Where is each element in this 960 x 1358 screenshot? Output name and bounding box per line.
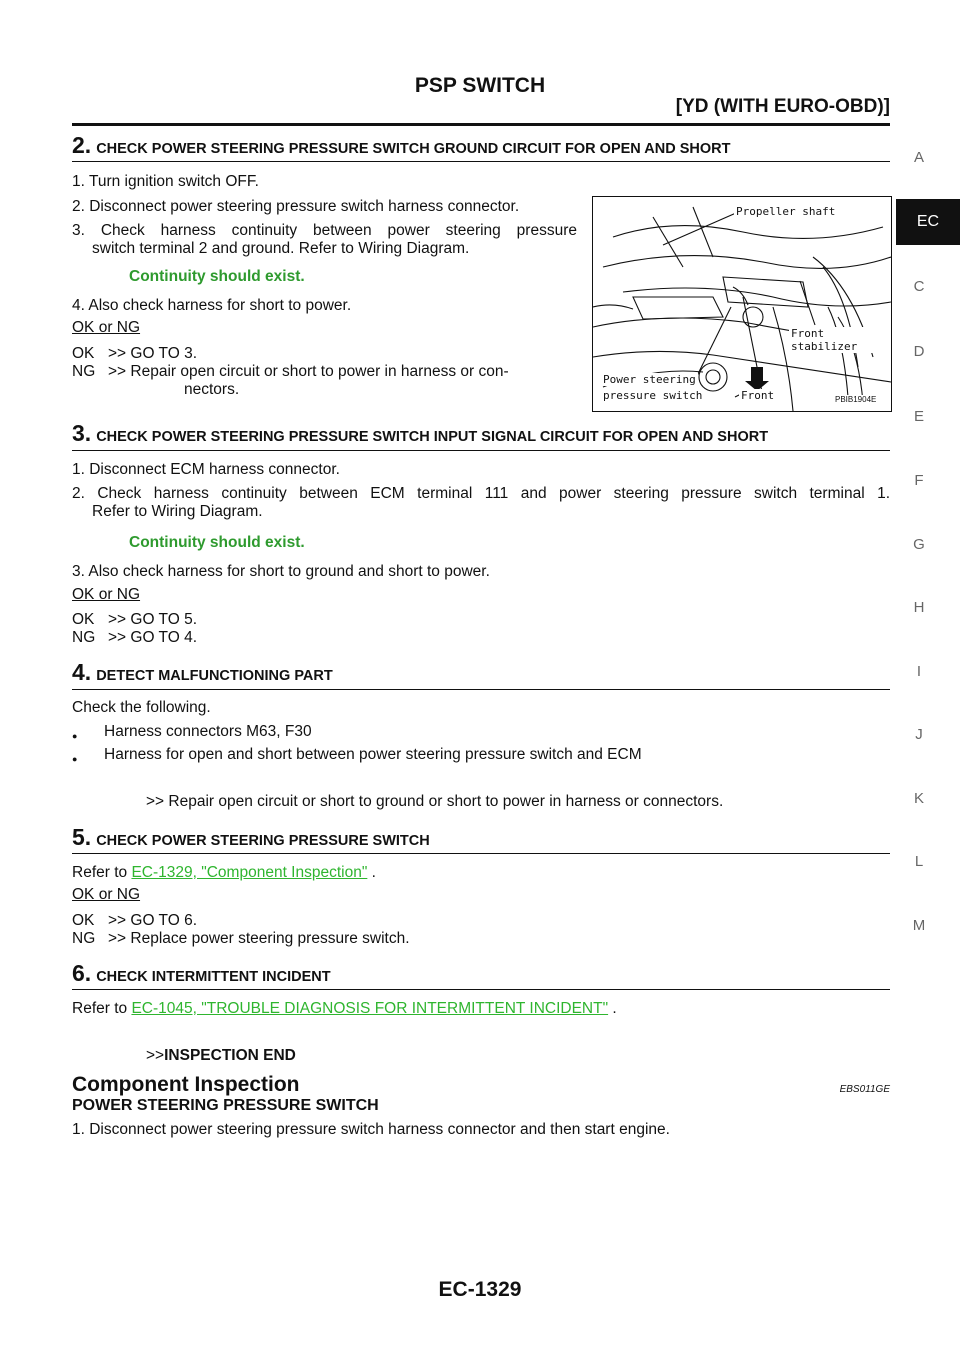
result-label: NG — [72, 363, 96, 380]
step-number: 3. — [72, 420, 92, 446]
step-item: 2. Check harness continuity between ECM terminal 111 and power steering pressure switch terminal 1. — [72, 485, 890, 502]
side-index-a[interactable]: A — [913, 149, 924, 166]
result-label: OK — [72, 611, 95, 628]
step-item: 3. Check harness continuity between power steering pressure — [72, 222, 577, 239]
result-label: OK — [72, 912, 95, 929]
end-text: INSPECTION END — [164, 1047, 296, 1064]
result-text-cont: nectors. — [184, 381, 240, 398]
side-index-c[interactable]: C — [913, 278, 925, 295]
figure-label-propeller-shaft: Propeller shaft — [736, 205, 836, 218]
end-line — [146, 1046, 296, 1066]
step-rule — [72, 450, 890, 451]
step-item: 3. Also check harness for short to ground and short to power. — [72, 563, 490, 580]
result-label: OK — [72, 345, 95, 362]
step-number: 6. — [72, 960, 92, 986]
spec-text: Continuity should exist. — [129, 268, 305, 285]
result-text: >> GO TO 5. — [108, 611, 198, 628]
step-3-heading — [72, 420, 890, 447]
result-row — [72, 610, 197, 630]
refer-line — [72, 999, 617, 1019]
side-index-e[interactable]: E — [913, 408, 924, 425]
side-index-d[interactable]: D — [913, 343, 925, 360]
result-row — [72, 911, 197, 931]
side-index-m[interactable]: M — [912, 917, 926, 934]
end-prefix: >> — [146, 1047, 165, 1064]
side-index-h[interactable]: H — [913, 599, 925, 616]
result-text: >> Repair open circuit or short to power in harness or con- — [108, 363, 509, 380]
step-number: 5. — [72, 824, 92, 850]
step-5-heading — [72, 824, 890, 851]
ok-ng-label: OK or NG — [72, 886, 141, 903]
result-row — [72, 628, 197, 648]
bullet-item: ● Harness for open and short between power steering pressure switch and ECM — [104, 745, 642, 765]
step-4-heading — [72, 659, 890, 686]
link-component-inspection[interactable]: EC-1329, "Component Inspection" — [131, 864, 368, 881]
step-item-cont: switch terminal 2 and ground. Refer to Wiring Diagram. — [92, 240, 470, 257]
refer-suffix: . — [612, 1000, 617, 1017]
side-index-ec-active[interactable]: EC — [896, 199, 960, 245]
side-index-i[interactable]: I — [916, 663, 922, 680]
result-label: NG — [72, 930, 96, 947]
result-text: >> GO TO 6. — [108, 912, 198, 929]
side-index-f[interactable]: F — [914, 472, 924, 489]
step-title: CHECK INTERMITTENT INCIDENT — [96, 969, 331, 985]
refer-line — [72, 863, 376, 883]
result-row — [72, 929, 410, 949]
bullet-item: ● Harness connectors M63, F30 — [104, 722, 312, 742]
step-rule — [72, 689, 890, 690]
step-item: 1. Disconnect ECM harness connector. — [72, 461, 340, 478]
step-number: 4. — [72, 659, 92, 685]
figure-engine-bay — [592, 196, 892, 412]
section-title: Component Inspection — [72, 1073, 300, 1096]
figure-code: PBIB1904E — [835, 395, 877, 404]
action-text: >> Repair open circuit or short to ground or short to power in harness or connectors. — [146, 793, 724, 810]
page-number: EC-1329 — [438, 1278, 522, 1301]
figure-label-pressure-switch: pressure switch — [603, 389, 703, 402]
figure-label-front: Front — [741, 389, 775, 402]
step-title: CHECK POWER STEERING PRESSURE SWITCH GROUND CIRCUIT FOR OPEN AND SHORT — [96, 141, 731, 157]
step-6-heading — [72, 960, 890, 987]
result-text: >> Replace power steering pressure switch. — [108, 930, 410, 947]
result-text: >> GO TO 4. — [108, 629, 198, 646]
step-title: CHECK POWER STEERING PRESSURE SWITCH — [96, 833, 430, 849]
step-item-cont: Refer to Wiring Diagram. — [92, 503, 263, 520]
ok-ng-label: OK or NG — [72, 586, 141, 603]
step-rule — [72, 989, 890, 990]
side-index-j[interactable]: J — [915, 726, 923, 743]
figure-label-power-steering: Power steering — [603, 373, 696, 386]
ok-ng-label: OK or NG — [72, 319, 141, 336]
step-title: CHECK POWER STEERING PRESSURE SWITCH INPUT SIGNAL CIRCUIT FOR OPEN AND SHORT — [96, 429, 769, 445]
section-code: EBS011GE — [839, 1084, 890, 1095]
step-2-heading — [72, 132, 890, 159]
link-intermittent-incident[interactable]: EC-1045, "TROUBLE DIAGNOSIS FOR INTERMITTENT INCIDENT" — [131, 1000, 609, 1017]
refer-suffix: . — [371, 864, 376, 881]
spec-text: Continuity should exist. — [129, 534, 305, 551]
step-title: DETECT MALFUNCTIONING PART — [96, 668, 333, 684]
page-subtitle: [YD (WITH EURO-OBD)] — [675, 96, 890, 117]
step-item: 1. Turn ignition switch OFF. — [72, 173, 259, 190]
result-row — [72, 362, 509, 382]
side-index-k[interactable]: K — [913, 790, 924, 807]
result-row — [72, 344, 197, 364]
step-intro: Check the following. — [72, 699, 211, 716]
side-index-l[interactable]: L — [914, 853, 924, 870]
result-text: >> GO TO 3. — [108, 345, 198, 362]
section-item: 1. Disconnect power steering pressure switch harness connector and then start engine. — [72, 1121, 670, 1138]
figure-label-front-stabilizer: Front stabilizer — [789, 327, 891, 353]
step-item: 2. Disconnect power steering pressure switch harness connector. — [72, 198, 520, 215]
step-rule — [72, 853, 890, 854]
step-number: 2. — [72, 132, 92, 158]
section-subtitle: POWER STEERING PRESSURE SWITCH — [72, 1097, 379, 1114]
side-index-g[interactable]: G — [913, 536, 925, 553]
page-title: PSP SWITCH — [414, 74, 546, 97]
refer-prefix: Refer to — [72, 1000, 128, 1017]
header-rule — [72, 123, 890, 126]
step-item: 4. Also check harness for short to power. — [72, 297, 352, 314]
result-label: NG — [72, 629, 96, 646]
step-rule — [72, 161, 890, 162]
refer-prefix: Refer to — [72, 864, 128, 881]
